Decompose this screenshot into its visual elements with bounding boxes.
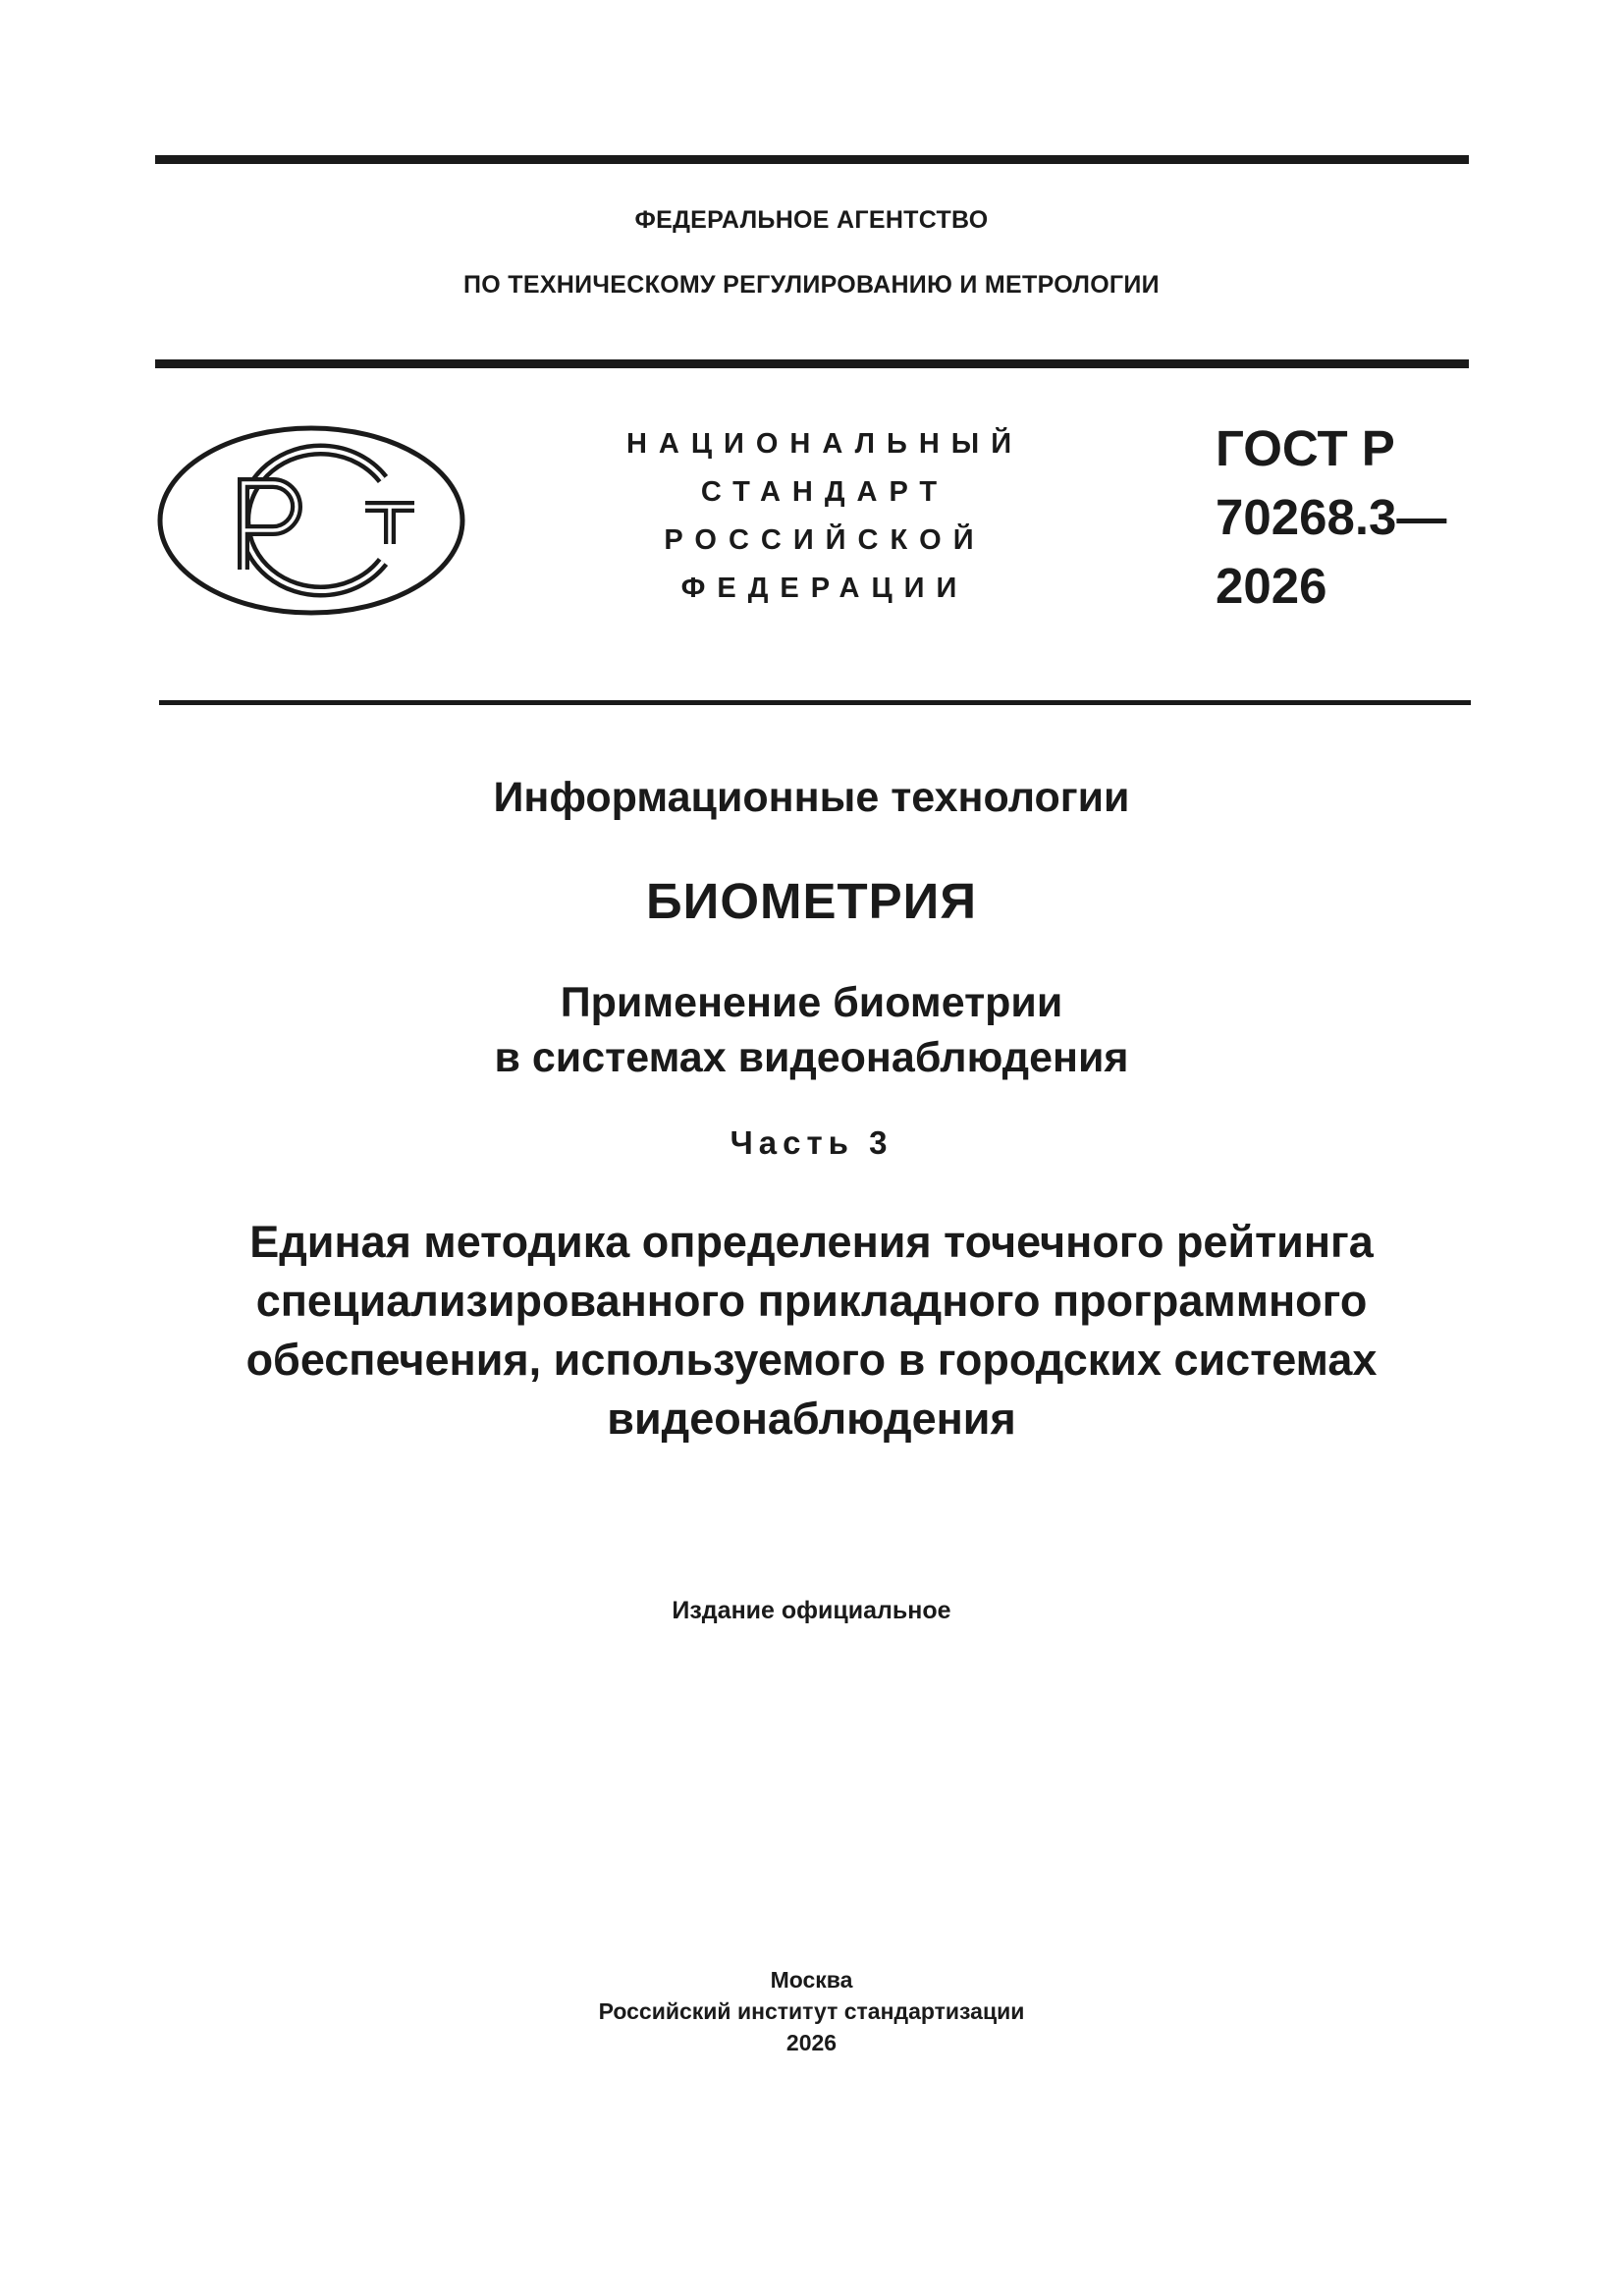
title-main-line: Единая методика определения точечного рейтинга xyxy=(249,1217,1374,1267)
standard-code-line: 2026 xyxy=(1216,558,1327,614)
title-application-line: в системах видеонаблюдения xyxy=(494,1034,1129,1081)
title-part: Часть 3 xyxy=(730,1124,893,1161)
agency-name-line2: ПО ТЕХНИЧЕСКОМУ РЕГУЛИРОВАНИЮ И МЕТРОЛОГИИ xyxy=(463,271,1160,299)
standard-code-line: 70268.3— xyxy=(1216,489,1447,545)
title-main-line: обеспечения, используемого в городских системах xyxy=(245,1335,1378,1385)
standard-type xyxy=(589,420,1060,613)
top-divider xyxy=(155,155,1469,164)
standard-code xyxy=(1216,414,1446,621)
header-divider xyxy=(155,359,1469,368)
rst-certification-logo-icon xyxy=(157,422,471,619)
title-main-line: специализированного прикладного программного xyxy=(255,1276,1368,1326)
standard-type-line: РОССИЙСКОЙ xyxy=(664,524,986,556)
imprint-publisher: Российский институт стандартизации xyxy=(598,1998,1025,2024)
standard-code-line: ГОСТ Р xyxy=(1216,420,1395,476)
title-main xyxy=(0,1213,1623,1449)
title-application-line: Применение биометрии xyxy=(560,979,1063,1026)
title-field: Информационные технологии xyxy=(493,774,1130,821)
title-main-line: видеонаблюдения xyxy=(607,1394,1016,1444)
imprint-city: Москва xyxy=(770,1967,853,1993)
agency-name-line1: ФЕДЕРАЛЬНОЕ АГЕНТСТВО xyxy=(634,206,989,234)
imprint-year: 2026 xyxy=(785,2030,838,2055)
title-divider xyxy=(159,700,1471,705)
imprint xyxy=(0,1964,1623,2058)
standard-type-line: ФЕДЕРАЦИИ xyxy=(680,573,969,604)
title-subject: БИОМЕТРИЯ xyxy=(646,873,977,929)
standard-type-line: СТАНДАРТ xyxy=(700,476,949,508)
title-application xyxy=(0,975,1623,1085)
standard-type-line: НАЦИОНАЛЬНЫЙ xyxy=(625,428,1024,460)
edition-label: Издание официальное xyxy=(672,1597,951,1624)
